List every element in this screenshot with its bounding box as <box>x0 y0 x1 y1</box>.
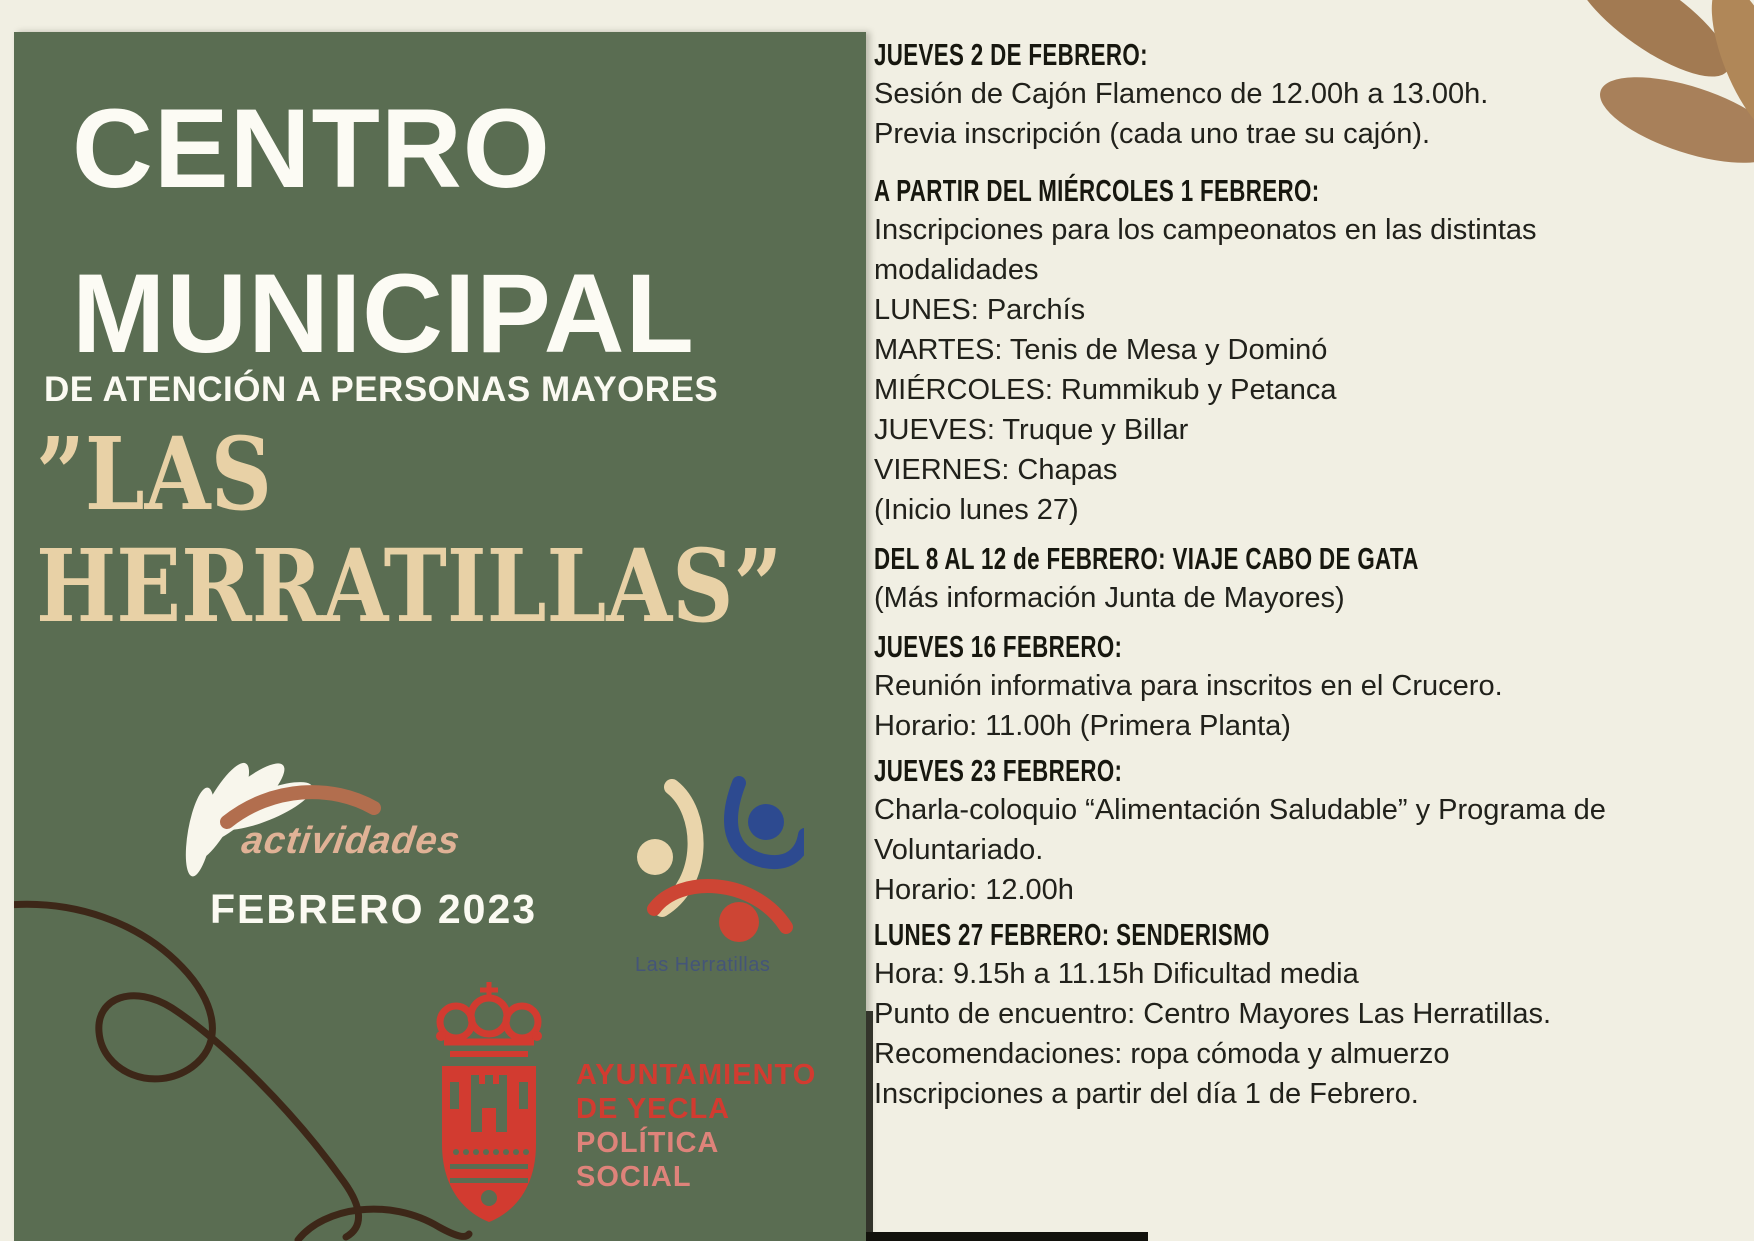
schedule-section-1 <box>874 36 1488 154</box>
corner-petals-icon <box>1544 0 1754 230</box>
section-line: (Inicio lunes 27) <box>874 494 1079 526</box>
section-header: LUNES 27 FEBRERO: SENDERISMO <box>874 917 1270 952</box>
poster-subtitle: DE ATENCIÓN A PERSONAS MAYORES <box>44 370 719 409</box>
schedule-section-4 <box>874 628 1503 746</box>
section-header: JUEVES 16 FEBRERO: <box>874 629 1123 664</box>
squiggle-line-icon <box>14 882 514 1241</box>
section-line: Voluntariado. <box>874 834 1044 866</box>
section-line: Recomendaciones: ropa cómoda y almuerzo <box>874 1038 1450 1070</box>
center-name-line-1: ”LAS <box>36 415 272 533</box>
section-line: Reunión informativa para inscritos en el Crucero. <box>874 670 1503 702</box>
section-line: Charla-coloquio “Alimentación Saludable” y Programa de <box>874 794 1606 826</box>
section-line: modalidades <box>874 254 1039 286</box>
title-line-2: MUNICIPAL <box>72 251 695 376</box>
org-line-1: AYUNTAMIENTO <box>576 1059 817 1091</box>
section-header: JUEVES 2 DE FEBRERO: <box>874 37 1148 72</box>
section-line: (Más información Junta de Mayores) <box>874 582 1345 614</box>
section-line: JUEVES: Truque y Billar <box>874 414 1189 446</box>
section-line: Previa inscripción (cada uno trae su cajón). <box>874 118 1431 150</box>
section-line: Horario: 12.00h <box>874 874 1074 906</box>
logo-caption: Las Herratillas <box>635 954 771 976</box>
section-line: Punto de encuentro: Centro Mayores Las Herratillas. <box>874 998 1552 1030</box>
schedule-section-5 <box>874 752 1606 910</box>
scan-edge-shadow <box>866 1011 873 1241</box>
schedule-section-3 <box>874 540 1631 618</box>
section-header: JUEVES 23 FEBRERO: <box>874 753 1123 788</box>
organization-block <box>576 1058 816 1194</box>
title-line-1: CENTRO <box>72 86 551 211</box>
section-header: A PARTIR DEL MIÉRCOLES 1 FEBRERO: <box>874 173 1320 208</box>
org-line-2: DE YECLA <box>576 1093 731 1125</box>
section-line: Sesión de Cajón Flamenco de 12.00h a 13.00h. <box>874 78 1489 110</box>
scan-bottom-strip <box>866 1232 1148 1241</box>
section-line: VIERNES: Chapas <box>874 454 1118 486</box>
org-line-3: POLÍTICA <box>576 1127 720 1159</box>
section-line: LUNES: Parchís <box>874 294 1086 326</box>
section-header: DEL 8 AL 12 de FEBRERO: VIAJE CABO DE GATA <box>874 541 1419 576</box>
section-line: Inscripciones a partir del día 1 de Febrero. <box>874 1078 1419 1110</box>
month-label: FEBRERO 2023 <box>210 886 538 932</box>
center-name-line-2: HERRATILLAS” <box>36 527 783 645</box>
center-name <box>36 415 783 645</box>
section-line: MIÉRCOLES: Rummikub y Petanca <box>874 374 1337 406</box>
section-line: MARTES: Tenis de Mesa y Dominó <box>874 334 1328 366</box>
flourish-icon <box>132 724 382 899</box>
poster-title <box>72 66 695 396</box>
people-logo-icon <box>554 767 804 957</box>
schedule-section-6 <box>874 916 1551 1114</box>
section-line: Inscripciones para los campeonatos en las distintas <box>874 214 1537 246</box>
section-line: Hora: 9.15h a 11.15h Dificultad media <box>874 958 1359 990</box>
section-line: Horario: 11.00h (Primera Planta) <box>874 710 1291 742</box>
activities-label: actividades <box>239 820 464 862</box>
schedule-section-2 <box>874 172 1537 530</box>
poster-panel <box>14 32 866 1241</box>
org-line-4: SOCIAL <box>576 1161 692 1193</box>
